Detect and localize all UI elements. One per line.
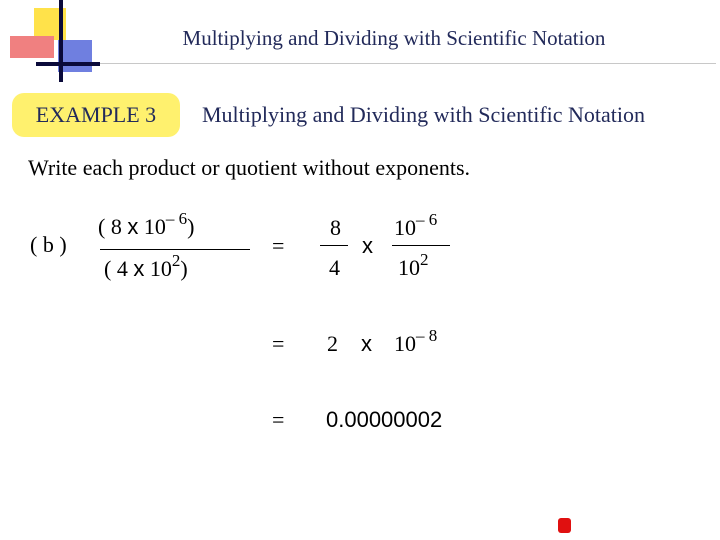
step1-right-den-base: 10 (398, 255, 420, 280)
step1-right-num-base: 10 (394, 215, 416, 240)
step3-result: 0.00000002 (326, 407, 443, 432)
expr-num-times: x (127, 214, 139, 239)
example-heading: Multiplying and Dividing with Scientific Notation (202, 102, 646, 127)
step2-base: 10 (394, 331, 416, 356)
step1-right-numerator (394, 210, 438, 241)
step1-left-fraction-bar (320, 245, 348, 246)
expr-num-close: ) (187, 214, 195, 239)
step2-times: x (361, 331, 372, 356)
step1-left-denominator: 4 (329, 255, 340, 280)
header-rule (100, 63, 716, 64)
expr-den-open: ( 4 (104, 256, 128, 281)
instruction-text: Write each product or quotient without exponents. (28, 155, 471, 180)
step2-exp: – 8 (416, 326, 438, 345)
example-badge (12, 93, 180, 137)
expr-numerator (98, 209, 195, 240)
step1-right-num-exp: – 6 (416, 210, 438, 229)
slide-marker (558, 518, 571, 533)
expr-den-times: x (133, 256, 145, 281)
page-title: Multiplying and Dividing with Scientific Notation (182, 26, 606, 50)
expr-num-open: ( 8 (98, 214, 122, 239)
expr-denominator (104, 251, 188, 282)
step3-equals: = (272, 407, 285, 432)
problem-label: ( b ) (30, 232, 67, 257)
expr-den-exp: 2 (171, 251, 181, 270)
step1-left-numerator: 8 (330, 215, 341, 240)
step2-equals: = (272, 331, 285, 356)
decor-horizontal-line (36, 62, 100, 66)
step1-right-fraction-bar (392, 245, 450, 246)
expr-num-base: 10 (143, 214, 166, 239)
step1-right-den-exp: 2 (420, 250, 429, 269)
expr-den-close: ) (180, 256, 188, 281)
expr-num-exp: – 6 (165, 209, 188, 228)
step2-coefficient: 2 (327, 331, 338, 356)
example-badge-label: EXAMPLE 3 (35, 102, 157, 127)
step2-power (394, 326, 438, 357)
expr-fraction-bar (100, 249, 250, 250)
step1-equals: = (272, 233, 285, 258)
step1-times: x (362, 233, 373, 258)
expr-den-base: 10 (149, 256, 172, 281)
step1-right-denominator (398, 250, 429, 281)
